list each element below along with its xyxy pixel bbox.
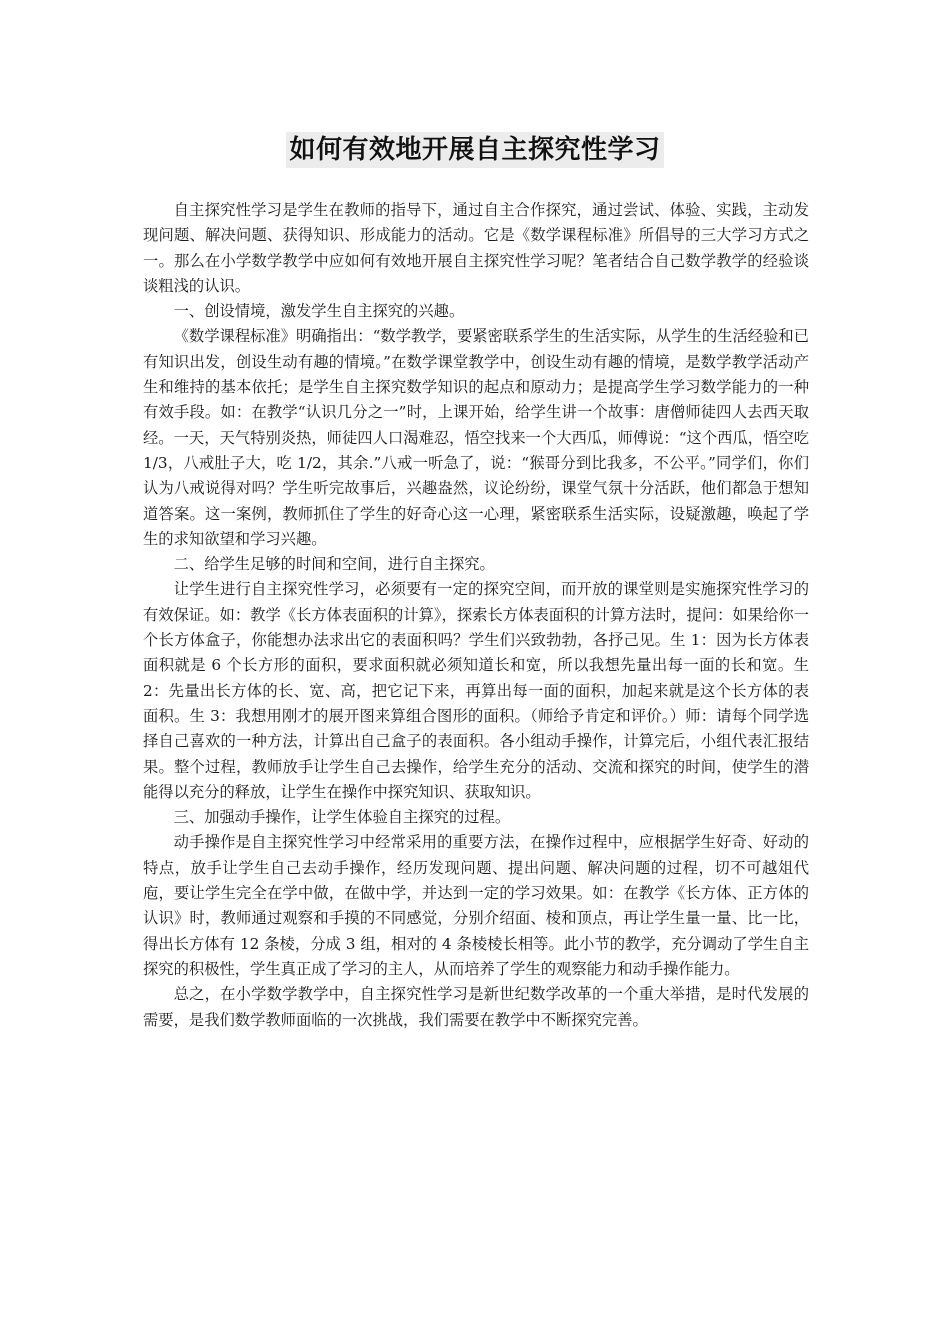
paragraph-section-2: 让学生进行自主探究性学习，必须要有一定的探究空间，而开放的课堂则是实施探究性学习的有效保证。如：教学《长方体表面积的计算》，探索长方体表面积的计算方法时，提问：如果给你一个长方体盒子，你能想办法求出它的表面积吗？学生们兴致勃勃，各抒己见。生 1：因为长方体表面积就是 6 个长方形的面积，要求面积就必须知道长和宽，所以我想先量出每一面的长和宽。生 2：先量出长方体的长、宽、高，把它记下来，再算出每一面的面积，加起来就是这个长方体的表面积。生 3：我想用刚才的展开图来算组合图形的面积。（师给予肯定和评价。）师：请每个同学选择自己喜欢的一种方法，计算出自己盒子的表面积。各小组动手操作，计算完后，小组代表汇报结果。整个过程，教师放手让学生自己去操作，给学生充分的活动、交流和探究的时间，使学生的潜能得以充分的释放，让学生在操作中探究知识、获取知识。 bbox=[143, 580, 809, 801]
paragraph-section-1: 《数学课程标准》明确指出：“数学教学，要紧密联系学生的生活实际，从学生的生活经验和已有知识出发，创设生动有趣的情境。”在数学课堂教学中，创设生动有趣的情境，是数学教学活动产生和维持的基本依托；是学生自主探究数学知识的起点和原动力；是提高学生学习数学能力的一种有效手段。如：在教学“认识几分之一”时，上课开始，给学生讲一个故事：唐僧师徒四人去西天取经。一天，天气特别炎热，师徒四人口渴难忍，悟空找来一个大西瓜，师傅说：“这个西瓜，悟空吃 1/3，八戒肚子大，吃 1/2，其余.”八戒一听急了，说：“猴哥分到比我多，不公平。”同学们，你们认为八戒说得对吗？学生听完故事后，兴趣盎然，议论纷纷，课堂气氛十分活跃，他们都急于想知道答案。这一案例，教师抓住了学生的好奇心这一心理，紧密联系生活实际，设疑激趣，唤起了学生的求知欲望和学习兴趣。 bbox=[143, 327, 809, 548]
section-heading-1: 一、创设情境，激发学生自主探究的兴趣。 bbox=[173, 302, 465, 321]
section-heading-2: 二、给学生足够的时间和空间，进行自主探究。 bbox=[173, 555, 495, 574]
paragraph-intro: 自主探究性学习是学生在教师的指导下，通过自主合作探究，通过尝试、体验、实践，主动发现问题、解决问题、获得知识、形成能力的活动。它是《数学课程标准》所倡导的三大学习方式之一。那么在小学数学教学中应如何有效地开展自主探究性学习呢？笔者结合自己数学教学的经验谈谈粗浅的认识。 bbox=[143, 201, 809, 295]
title-container bbox=[0, 132, 950, 168]
document-title: 如何有效地开展自主探究性学习 bbox=[286, 132, 663, 168]
paragraph-conclusion: 总之，在小学数学教学中，自主探究性学习是新世纪数学改革的一个重大举措，是时代发展的需要，是我们数学教师面临的一次挑战，我们需要在教学中不断探究完善。 bbox=[143, 985, 809, 1029]
paragraph-section-3: 动手操作是自主探究性学习中经常采用的重要方法，在操作过程中，应根据学生好奇、好动的特点，放手让学生自己去动手操作，经历发现问题、提出问题、解决问题的过程，切不可越俎代庖，要让学生完全在学中做，在做中学，并达到一定的学习效果。如：在教学《长方体、正方体的认识》时，教师通过观察和手摸的不同感觉，分别介绍面、棱和顶点，再让学生量一量、比一比，得出长方体有 12 条棱，分成 3 组，相对的 4 条棱棱长相等。此小节的教学，充分调动了学生自主探究的积极性，学生真正成了学习的主人，从而培养了学生的观察能力和动手操作能力。 bbox=[143, 833, 809, 978]
document-body bbox=[143, 198, 809, 1033]
section-heading-3: 三、加强动手操作，让学生体验自主探究的过程。 bbox=[173, 808, 511, 827]
